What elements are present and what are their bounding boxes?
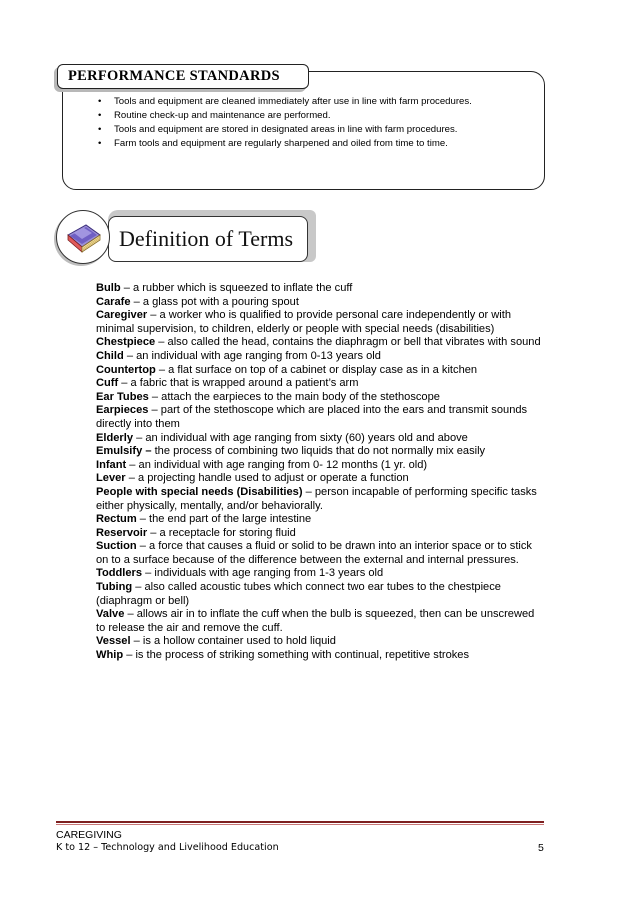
footer-course: K to 12 – Technology and Livelihood Education	[56, 842, 279, 853]
term-entry	[96, 608, 546, 635]
term-name: Vessel	[96, 635, 131, 648]
term-definition: – an individual with age ranging from 0-13 years old	[123, 349, 381, 362]
term-definition: – person incapable of performing specific tasks either physically, mentally, and/or behaviorally.	[96, 485, 537, 512]
term-entry	[96, 527, 546, 541]
footer-rule	[56, 821, 544, 823]
term-name: Bulb	[96, 282, 121, 294]
term-entry	[96, 432, 546, 446]
definition-title-box	[108, 216, 308, 262]
term-name: Tubing	[96, 581, 133, 594]
performance-standards-list	[95, 95, 472, 151]
term-entry	[96, 581, 546, 608]
term-definition: – also called the head, contains the diaphragm or bell that vibrates with sound	[155, 336, 541, 349]
term-entry	[96, 513, 546, 527]
term-name: Reservoir	[96, 526, 148, 539]
term-entry	[96, 309, 546, 336]
list-item: • Tools and equipment are stored in designated areas in line with farm procedures.	[98, 124, 458, 135]
term-name: Toddlers	[96, 567, 143, 580]
term-definition: – a glass pot with a pouring spout	[130, 295, 299, 308]
term-definition: – individuals with age ranging from 1-3 years old	[142, 567, 384, 580]
term-entry	[96, 336, 546, 350]
term-entry	[96, 472, 546, 486]
term-entry	[96, 445, 546, 459]
term-entry	[96, 364, 546, 378]
term-name: Elderly	[96, 431, 133, 444]
term-name: People with special needs (Disabilities)	[96, 485, 303, 498]
term-definition: the process of combining two liquids that do not normally mix easily	[151, 445, 486, 458]
term-name: Earpieces	[96, 404, 149, 417]
term-entry	[96, 649, 546, 663]
footer-rule-thin	[56, 824, 544, 825]
list-item: • Farm tools and equipment are regularly sharpened and oiled from time to time.	[98, 138, 448, 149]
term-entry	[96, 282, 546, 296]
term-definition: – a worker who is qualified to provide personal care independently or with minimal supervision, to children, elderly or people with special needs (disabilities)	[96, 309, 512, 335]
bullet-icon: •	[98, 124, 102, 135]
bullet-icon: •	[98, 110, 102, 121]
bullet-icon: •	[98, 138, 102, 149]
term-definition: – also called acoustic tubes which connect two ear tubes to the chestpiece (diaphragm or bell)	[96, 581, 501, 607]
term-entry	[96, 296, 546, 310]
term-definition: – an individual with age ranging from sixty (60) years old and above	[133, 431, 468, 444]
term-definition: – the end part of the large intestine	[136, 513, 312, 526]
term-definition: – is a hollow container used to hold liquid	[130, 635, 336, 648]
term-definition: – attach the earpieces to the main body of the stethoscope	[148, 390, 440, 403]
term-definition: – a force that causes a fluid or solid to be drawn into an interior space or to stick on to a surface because of the difference between the external and internal pressures.	[96, 540, 532, 566]
term-entry	[96, 391, 546, 405]
term-name: Rectum	[96, 513, 137, 526]
term-entry	[96, 567, 546, 581]
term-definition: – is the process of striking something with continual, repetitive strokes	[123, 649, 470, 662]
term-definition: – a rubber which is squeezed to inflate the cuff	[120, 282, 353, 294]
term-name: Lever	[96, 472, 126, 485]
term-definition: – an individual with age ranging from 0- 12 months (1 yr. old)	[126, 458, 428, 471]
term-entry	[96, 350, 546, 364]
term-definition: – allows air in to inflate the cuff when the bulb is squeezed, then can be unscrewed to release the air and remove the cuff.	[96, 608, 535, 634]
page-number: 5	[538, 842, 544, 854]
performance-standards-title: PERFORMANCE STANDARDS	[68, 68, 280, 84]
term-name: Countertop	[96, 363, 156, 376]
term-name: Suction	[96, 540, 137, 553]
term-entry	[96, 486, 546, 513]
term-name: Child	[96, 349, 124, 362]
performance-standards-title-box	[57, 64, 309, 89]
term-name: Chestpiece	[96, 336, 156, 349]
term-entry	[96, 404, 546, 431]
book-icon	[64, 221, 102, 255]
term-name: Whip	[96, 649, 124, 662]
term-name: Valve	[96, 608, 125, 621]
term-name: Ear Tubes	[96, 390, 149, 403]
term-name: Infant	[96, 458, 127, 471]
term-entry	[96, 540, 546, 567]
footer-subject: CAREGIVING	[56, 829, 122, 841]
term-entry	[96, 459, 546, 473]
term-name: Emulsify –	[96, 445, 152, 458]
term-name: Cuff	[96, 377, 119, 390]
term-definition: – a receptacle for storing fluid	[147, 526, 296, 539]
term-entry	[96, 377, 546, 391]
list-item: • Routine check-up and maintenance are performed.	[98, 110, 331, 121]
terms-list	[96, 282, 546, 663]
list-item: • Tools and equipment are cleaned immediately after use in line with farm procedures.	[98, 96, 472, 107]
bullet-icon: •	[98, 96, 102, 107]
term-name: Carafe	[96, 295, 131, 308]
term-definition: – part of the stethoscope which are placed into the ears and transmit sounds directly into them	[96, 404, 528, 430]
term-definition: – a projecting handle used to adjust or operate a function	[125, 472, 409, 485]
section-title: Definition of Terms	[119, 226, 294, 251]
term-entry	[96, 635, 546, 649]
term-definition: – a flat surface on top of a cabinet or display case as in a kitchen	[155, 363, 478, 376]
term-name: Caregiver	[96, 309, 148, 322]
term-definition: – a fabric that is wrapped around a patient’s arm	[118, 377, 359, 390]
